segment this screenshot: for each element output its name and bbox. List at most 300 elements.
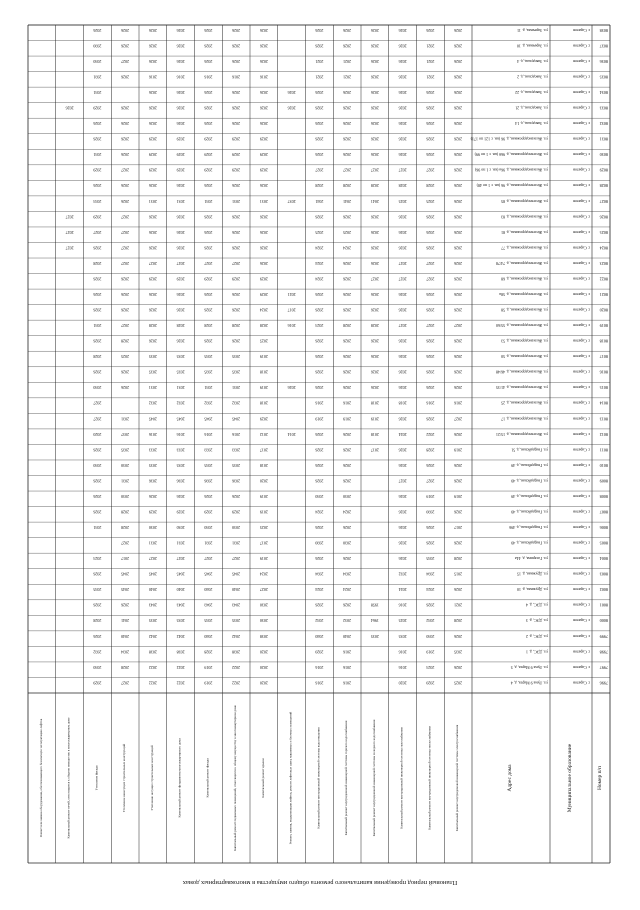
cell-year: 2027 <box>370 276 379 282</box>
cell-year: 2019 <box>259 509 268 515</box>
cell-year: 2026 <box>398 493 407 499</box>
row-address: ул. Гвардейская, д. 49 <box>511 493 548 499</box>
cell-year: 1964 <box>370 618 379 624</box>
cell-year: 2028 <box>232 323 241 329</box>
cell-year: 2026 <box>343 27 352 33</box>
cell-year: 2026 <box>370 136 379 142</box>
cell-year: 2026 <box>343 276 352 282</box>
cell-year: 2026 <box>121 136 130 142</box>
cell-year: 2029 <box>176 136 185 142</box>
cell-year: 2028 <box>204 649 213 655</box>
cell-year: 2026 <box>315 338 324 344</box>
cell-year: 2025 <box>315 229 324 235</box>
cell-year: 2026 <box>204 214 213 220</box>
cell-year: 2024 <box>343 245 352 251</box>
column-header-work: Капитальный ремонт внутридомовой инженерной системы электроснабжения <box>455 724 460 832</box>
cell-year: 2026 <box>148 245 157 251</box>
cell-year: 2027 <box>398 167 407 173</box>
cell-year: 2026 <box>370 245 379 251</box>
cell-year: 2019 <box>426 493 435 499</box>
cell-year: 2027 <box>121 229 130 235</box>
cell-year: 2016 <box>204 74 213 80</box>
cell-year: 2026 <box>148 307 157 313</box>
cell-year: 2024 <box>315 260 324 266</box>
row-address: ул. Железнодорожная, д. 68 <box>501 276 548 282</box>
cell-year: 2026 <box>148 291 157 297</box>
cell-year: 2026 <box>398 152 407 158</box>
cell-year: 2026 <box>343 90 352 96</box>
cell-year: 2021 <box>343 74 352 80</box>
cell-year: 2037 <box>121 431 130 437</box>
column-header-work: Капитальный ремонт фасада <box>205 758 210 798</box>
cell-year: 2035 <box>93 587 102 593</box>
cell-year: 2026 <box>176 291 185 297</box>
cell-year: 2026 <box>370 291 379 297</box>
cell-year: 2035 <box>176 618 185 624</box>
row-number: 8031 <box>599 136 608 142</box>
cell-year: 2028 <box>121 664 130 670</box>
cell-year: 2026 <box>426 354 435 360</box>
cell-year: 2029 <box>259 276 268 282</box>
cell-year: 2029 <box>204 276 213 282</box>
cell-year: 2026 <box>398 307 407 313</box>
cell-year: 2028 <box>204 323 213 329</box>
cell-year: 2021 <box>315 74 324 80</box>
cell-year: 2032 <box>232 400 241 406</box>
row-number: 8006 <box>599 525 608 530</box>
cell-year: 2027 <box>204 260 213 266</box>
cell-year: 2020 <box>259 478 268 484</box>
cell-year: 2028 <box>176 323 185 329</box>
cell-year: 2026 <box>426 525 435 530</box>
cell-year: 2026 <box>232 245 241 251</box>
cell-year: 2030 <box>93 43 102 49</box>
cell-year: 2026 <box>343 525 352 530</box>
cell-year: 2024 <box>259 571 268 577</box>
cell-year: 2026 <box>259 121 268 127</box>
cell-year: 2020 <box>93 431 102 437</box>
cell-year: 2026 <box>343 462 352 468</box>
row-municipality: г. Саратов <box>573 649 590 655</box>
cell-year: 2017 <box>454 525 463 530</box>
cell-year: 2043 <box>232 602 241 608</box>
cell-year: 2026 <box>398 338 407 344</box>
cell-year: 2024 <box>426 587 435 593</box>
cell-year: 2026 <box>398 136 407 142</box>
row-number: 8017 <box>599 354 608 360</box>
cell-year: 2030 <box>259 618 268 624</box>
cell-year: 2027 <box>121 58 130 64</box>
cell-year: 2026 <box>370 152 379 158</box>
cell-year: 2031 <box>121 416 130 422</box>
cell-year: 2026 <box>148 43 157 49</box>
cell-year: 2029 <box>176 152 185 158</box>
cell-year: 2024 <box>315 587 324 593</box>
row-number: 8015 <box>599 385 608 391</box>
cell-year: 2026 <box>426 152 435 158</box>
row-municipality: г. Саратов <box>573 478 590 484</box>
row-address: ул. Гвардейская, д. 49 <box>511 478 548 484</box>
cell-year: 2032 <box>176 400 185 406</box>
cell-year: 2023 <box>426 664 435 670</box>
cell-year: 2030 <box>176 525 185 530</box>
cell-year: 2026 <box>121 602 130 608</box>
row-municipality: г. Саратов <box>573 105 590 111</box>
cell-year: 2026 <box>148 90 157 96</box>
cell-year: 2026 <box>121 121 130 127</box>
row-number: 8001 <box>599 602 608 608</box>
cell-year: 2030 <box>93 664 102 670</box>
cell-year: 2026 <box>343 602 352 608</box>
cell-year: 2026 <box>121 105 130 111</box>
row-number: 8007 <box>599 509 608 515</box>
cell-year: 2026 <box>232 291 241 297</box>
cell-year: 2016 <box>454 400 463 406</box>
cell-year: 2026 <box>204 493 213 499</box>
cell-year: 2031 <box>121 478 130 484</box>
row-municipality: г. Саратов <box>573 571 590 577</box>
cell-year: 2026 <box>398 369 407 375</box>
cell-year: 2030 <box>343 493 352 499</box>
cell-year: 2025 <box>398 198 407 204</box>
cell-year: 2019 <box>259 354 268 360</box>
cell-year: 2026 <box>176 105 185 111</box>
cell-year: 2026 <box>370 27 379 33</box>
cell-year: 2040 <box>232 587 241 593</box>
cell-year: 2035 <box>176 354 185 360</box>
cell-year: 2026 <box>426 338 435 344</box>
cell-year: 2026 <box>315 369 324 375</box>
cell-year: 2026 <box>93 291 102 297</box>
cell-year: 2019 <box>259 493 268 499</box>
cell-year: 2022 <box>426 431 435 437</box>
cell-year: 2030 <box>93 58 102 64</box>
cell-year: 2027 <box>176 556 185 562</box>
cell-year: 2045 <box>148 416 157 422</box>
cell-year: 2030 <box>426 509 435 515</box>
cell-year: 2026 <box>121 198 130 204</box>
cell-year: 2026 <box>454 43 463 49</box>
cell-year: 2019 <box>426 649 435 655</box>
cell-year: 2026 <box>398 416 407 422</box>
cell-year: 2026 <box>454 214 463 220</box>
row-address: ул. Железнодорожная, д. 41/35 <box>495 385 548 391</box>
cell-year: 2026 <box>121 307 130 313</box>
cell-year: 2032 <box>315 618 324 624</box>
row-number: 7997 <box>599 664 608 670</box>
row-number: 8009 <box>599 478 608 484</box>
row-number: 8013 <box>599 416 608 422</box>
cell-year: 2031 <box>148 198 157 204</box>
row-address: ул. Железнодорожная, д. 15/21 <box>495 431 548 437</box>
cell-year: 2012 <box>259 431 268 437</box>
cell-year: 2017 <box>287 307 296 313</box>
row-number: 8033 <box>599 105 608 111</box>
cell-year: 2027 <box>121 260 130 266</box>
cell-year: 2028 <box>454 556 463 562</box>
cell-year: 2016 <box>148 431 157 437</box>
row-address: ул. Заречная, д. 11 <box>517 27 548 33</box>
cell-year: 2043 <box>148 602 157 608</box>
row-municipality: г. Саратов <box>573 369 590 375</box>
cell-year: 2028 <box>121 338 130 344</box>
cell-year: 2029 <box>148 136 157 142</box>
cell-year: 2020 <box>259 649 268 655</box>
cell-year: 2028 <box>259 323 268 329</box>
row-address: ул. Дружная, д. 10 <box>517 587 548 593</box>
cell-year: 2031 <box>93 525 102 530</box>
row-municipality: г. Саратов <box>573 74 590 80</box>
cell-year: 2026 <box>315 602 324 608</box>
cell-year: 2028 <box>93 354 102 360</box>
row-number: 8020 <box>599 307 608 313</box>
cell-year: 2019 <box>259 556 268 562</box>
cell-year: 2040 <box>121 633 130 639</box>
cell-year: 2026 <box>454 74 463 80</box>
cell-year: 2036 <box>204 478 213 484</box>
cell-year: 2026 <box>454 167 463 173</box>
cell-year: 2026 <box>398 291 407 297</box>
row-municipality: г. Саратов <box>573 183 590 189</box>
cell-year: 2026 <box>232 58 241 64</box>
cell-year: 2026 <box>454 385 463 391</box>
cell-year: 2026 <box>315 447 324 453</box>
cell-year: 2024 <box>315 276 324 282</box>
cell-year: 2026 <box>454 509 463 515</box>
cell-year: 2026 <box>259 260 268 266</box>
cell-year: 2025 <box>454 680 463 686</box>
cell-year: 2030 <box>259 602 268 608</box>
cell-year: 2022 <box>232 664 241 670</box>
row-municipality: г. Саратов <box>573 291 590 297</box>
cell-year: 2035 <box>454 649 463 655</box>
cell-year: 2026 <box>370 74 379 80</box>
cell-year: 2042 <box>176 633 185 639</box>
cell-year: 2033 <box>204 447 213 453</box>
cell-year: 2021 <box>287 291 296 297</box>
cell-year: 2026 <box>398 245 407 251</box>
column-header-work: Капитальный ремонт внутридомовой инженерной системы горячего водоснабжения <box>344 720 349 836</box>
cell-year: 2026 <box>343 152 352 158</box>
cell-year: 2031 <box>93 323 102 329</box>
cell-year: 2029 <box>93 105 102 111</box>
row-address: ул. Железнодорожная, д. 58а <box>499 291 548 297</box>
row-number: 8008 <box>599 493 608 499</box>
cell-year: 2030 <box>426 633 435 639</box>
cell-year: 2027 <box>65 229 74 235</box>
cell-year: 2026 <box>370 307 379 313</box>
cell-year: 2026 <box>398 58 407 64</box>
row-address: ул. Гагарина, д. 44а <box>514 556 548 562</box>
cell-year: 2026 <box>259 245 268 251</box>
cell-year: 2026 <box>121 74 130 80</box>
cell-year: 2031 <box>148 385 157 391</box>
row-municipality: г. Саратов <box>573 276 590 282</box>
cell-year: 2016 <box>343 649 352 655</box>
cell-year: 2026 <box>315 525 324 530</box>
cell-year: 2026 <box>315 354 324 360</box>
row-number: 8029 <box>599 167 608 173</box>
cell-year: 2026 <box>454 338 463 344</box>
cell-year: 2021 <box>426 43 435 49</box>
cell-year: 2026 <box>93 571 102 577</box>
cell-year: 2026 <box>454 152 463 158</box>
cell-year: 2026 <box>232 121 241 127</box>
row-address: ул. Железнодорожная, д. 58 <box>501 307 548 313</box>
cell-year: 2026 <box>398 229 407 235</box>
row-address: ул. ДЭС, д. 1 <box>526 649 548 655</box>
cell-year: 2026 <box>370 369 379 375</box>
cell-year: 2020 <box>259 664 268 670</box>
cell-year: 2035 <box>176 369 185 375</box>
row-number: 8024 <box>599 245 608 251</box>
cell-year: 2016 <box>343 680 352 686</box>
cell-year: 2036 <box>232 478 241 484</box>
cell-year: 2026 <box>426 369 435 375</box>
cell-year: 2026 <box>426 214 435 220</box>
cell-year: 2020 <box>315 649 324 655</box>
cell-year: 2026 <box>315 385 324 391</box>
cell-year: 2026 <box>454 198 463 204</box>
cell-year: 2026 <box>343 291 352 297</box>
row-municipality: г. Саратов <box>573 525 590 530</box>
row-municipality: г. Саратов <box>573 307 590 313</box>
cell-year: 2016 <box>232 431 241 437</box>
cell-year: 2027 <box>65 214 74 220</box>
cell-year: 2026 <box>454 462 463 468</box>
row-address: ул. Заводская, д. 2 <box>517 74 548 80</box>
row-municipality: г. Саратов <box>573 462 590 468</box>
cell-year: 2026 <box>232 214 241 220</box>
cell-year: 2026 <box>454 587 463 593</box>
row-number: 8030 <box>599 152 608 158</box>
row-municipality: г. Саратов <box>573 136 590 142</box>
cell-year: 2026 <box>343 260 352 266</box>
cell-year: 2024 <box>398 587 407 593</box>
cell-year: 2027 <box>426 478 435 484</box>
cell-year: 2026 <box>315 214 324 220</box>
cell-year: 2028 <box>315 183 324 189</box>
cell-year: 2027 <box>426 323 435 329</box>
row-number: 8023 <box>599 260 608 266</box>
cell-year: 2026 <box>204 90 213 96</box>
cell-year: 2016 <box>176 74 185 80</box>
cell-year: 2026 <box>121 291 130 297</box>
cell-year: 2022 <box>148 680 157 686</box>
cell-year: 2027 <box>370 167 379 173</box>
cell-year: 2026 <box>370 121 379 127</box>
cell-year: 2026 <box>121 27 130 33</box>
cell-year: 2026 <box>315 121 324 127</box>
row-address: ул. Дружная, д. 15 <box>517 571 548 577</box>
cell-year: 2031 <box>176 385 185 391</box>
cell-year: 2026 <box>176 27 185 33</box>
cell-year: 2027 <box>121 323 130 329</box>
cell-year: 2026 <box>93 493 102 499</box>
cell-year: 2026 <box>121 183 130 189</box>
cell-year: 2026 <box>93 276 102 282</box>
cell-year: 2027 <box>398 260 407 266</box>
cell-year: 2026 <box>315 152 324 158</box>
cell-year: 2029 <box>148 276 157 282</box>
cell-year: 2026 <box>454 260 463 266</box>
cell-year: 2026 <box>454 291 463 297</box>
cell-year: 2035 <box>398 633 407 639</box>
cell-year: 2040 <box>148 587 157 593</box>
cell-year: 2026 <box>93 121 102 127</box>
row-address: ул. Гвардейская, д. 51 <box>511 447 548 453</box>
cell-year: 2026 <box>315 431 324 437</box>
column-header-municipality: Муниципальное образование <box>567 743 573 813</box>
cell-year: 2021 <box>315 58 324 64</box>
cell-year: 2030 <box>204 525 213 530</box>
cell-year: 2029 <box>93 167 102 173</box>
cell-year: 2026 <box>426 121 435 127</box>
cell-year: 2030 <box>315 493 324 499</box>
cell-year: 2026 <box>93 27 102 33</box>
row-municipality: г. Саратов <box>573 198 590 204</box>
row-municipality: г. Саратов <box>573 509 590 515</box>
cell-year: 2030 <box>232 525 241 530</box>
cell-year: 2026 <box>232 90 241 96</box>
cell-year: 2029 <box>259 136 268 142</box>
cell-year: 2026 <box>148 229 157 235</box>
cell-year: 2045 <box>176 571 185 577</box>
cell-year: 2026 <box>343 431 352 437</box>
row-municipality: г. Саратов <box>573 587 590 593</box>
row-municipality: г. Саратов <box>573 556 590 562</box>
cell-year: 2029 <box>232 509 241 515</box>
row-municipality: г. Саратов <box>573 90 590 96</box>
cell-year: 2026 <box>454 136 463 142</box>
cell-year: 2028 <box>426 183 435 189</box>
cell-year: 2026 <box>204 43 213 49</box>
cell-year: 2026 <box>176 58 185 64</box>
row-municipality: г. Саратов <box>573 618 590 624</box>
cell-year: 2027 <box>426 167 435 173</box>
cell-year: 2026 <box>93 136 102 142</box>
cell-year: 2040 <box>315 633 324 639</box>
cell-year: 2026 <box>148 27 157 33</box>
cell-year: 2026 <box>343 556 352 562</box>
cell-year: 2026 <box>398 462 407 468</box>
cell-year: 2018 <box>259 400 268 406</box>
cell-year: 2019 <box>454 493 463 499</box>
cell-year: 2027 <box>426 260 435 266</box>
cell-year: 2027 <box>426 276 435 282</box>
row-address: ул. Железнодорожная, д. 17 <box>501 416 548 422</box>
cell-year: 2026 <box>454 369 463 375</box>
cell-year: 2026 <box>232 27 241 33</box>
cell-year: 2026 <box>343 136 352 142</box>
cell-year: 2026 <box>426 136 435 142</box>
cell-year: 2026 <box>370 229 379 235</box>
cell-year: 2033 <box>176 447 185 453</box>
cell-year: 2028 <box>343 183 352 189</box>
cell-year: 2026 <box>454 27 463 33</box>
cell-year: 2035 <box>148 354 157 360</box>
cell-year: 2029 <box>204 152 213 158</box>
row-municipality: г. Саратов <box>573 633 590 639</box>
cell-year: 2042 <box>148 633 157 639</box>
cell-year: 2016 <box>148 74 157 80</box>
cell-year: 2026 <box>398 105 407 111</box>
cell-year: 2034 <box>343 571 352 577</box>
cell-year: 2030 <box>121 493 130 499</box>
cell-year: 2028 <box>148 323 157 329</box>
cell-year: 2026 <box>398 43 407 49</box>
cell-year: 2026 <box>398 90 407 96</box>
